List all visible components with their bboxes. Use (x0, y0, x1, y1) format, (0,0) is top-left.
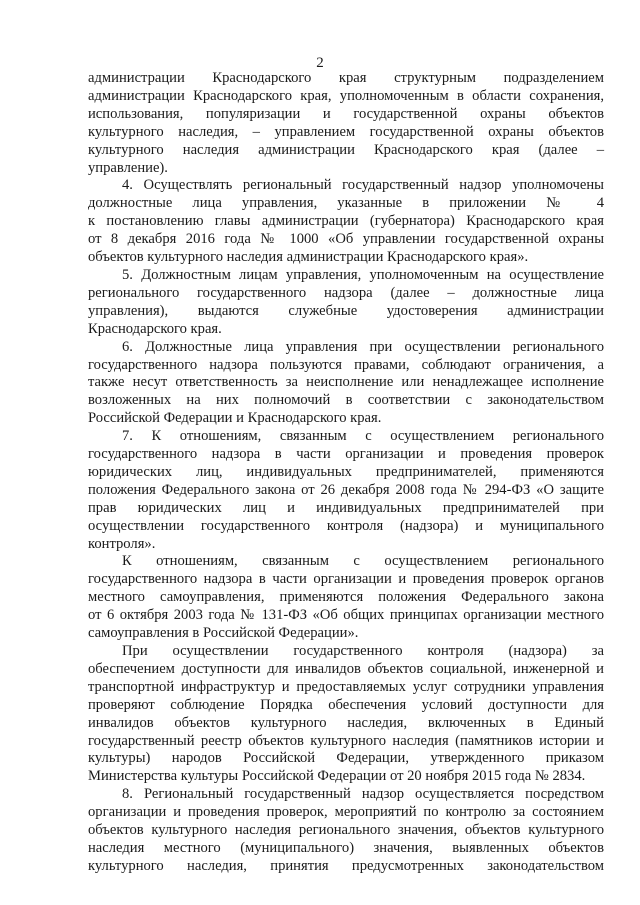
text-line: контроля». (88, 535, 156, 552)
text-line: 8. Региональный государственный надзор осуществляется посредством (122, 786, 604, 803)
text-line: объектов культурного наследия администрации Краснодарского края». (88, 249, 529, 266)
text-line: К отношениям, связанным с осуществлением регионального (122, 553, 604, 570)
text-line: прав юридических лиц и индивидуальных предпринимателей при (88, 499, 604, 516)
text-line: также несут ответственность за неисполнение или ненадлежащее исполнение (88, 374, 604, 391)
text-line: Российской Федерации и Краснодарского края. (88, 410, 382, 427)
text-line: 6. Должностные лица управления при осуществлении регионального (122, 338, 604, 355)
text-line: администрации Краснодарского края, уполномоченным в области сохранения, (88, 87, 604, 104)
text-line: организации и проведения проверок, мероприятий по контролю за состоянием (88, 804, 604, 821)
text-line: управления), выдаются служебные удостоверения администрации (88, 302, 604, 319)
text-line: использования, популяризации и государственной охраны объектов (88, 105, 604, 122)
text-line: государственный реестр объектов культурного наследия (памятников истории и (88, 732, 604, 749)
text-line: возложенных на них полномочий в соответствии с законодательством (88, 392, 604, 409)
text-line: 7. К отношениям, связанным с осуществлением регионального (122, 428, 604, 445)
text-line: регионального государственного надзора (далее – должностные лица (88, 284, 604, 301)
text-line: Министерства культуры Российской Федерации от 20 ноября 2015 года № 2834. (88, 768, 586, 785)
text-line: от 8 декабря 2016 года № 1000 «Об управлении государственной охраны (88, 231, 604, 248)
text-line: государственного надзора в части организации и проведения проверок (88, 446, 604, 463)
text-line: Краснодарского края. (88, 320, 222, 337)
document-body (88, 70, 604, 876)
text-line: При осуществлении государственного контроля (надзора) за (122, 643, 604, 659)
text-line: проверяют соблюдение Порядка обеспечения условий доступности для (88, 696, 604, 713)
text-line: наследия местного (муниципального) значения, выявленных объектов (88, 839, 604, 856)
text-line: культуры) народов Российской Федерации, утвержденного приказом (88, 750, 604, 767)
text-line: местного самоуправления, применяются положения Федерального закона (88, 589, 604, 606)
text-line: государственного надзора в части организации и проведения проверок органов (88, 571, 604, 588)
text-line: объектов культурного наследия регионального значения, объектов культурного (88, 822, 604, 839)
text-line: администрации Краснодарского края структурным подразделением (88, 70, 604, 86)
text-line: 4. Осуществлять региональный государственный надзор уполномочены (122, 177, 604, 194)
text-line: от 6 октября 2003 года № 131-ФЗ «Об общих принципах организации местного (88, 607, 604, 624)
text-line: положения Федерального закона от 26 декабря 2008 года № 294-ФЗ «О защите (88, 481, 604, 498)
text-line: культурного наследия администрации Краснодарского края (далее – (88, 141, 604, 158)
text-line: самоуправления в Российской Федерации». (88, 625, 359, 642)
text-line: инвалидов объектов культурного наследия, включенных в Единый (88, 714, 604, 731)
text-line: обеспечением доступности для инвалидов объектов социальной, инженерной и (88, 660, 604, 677)
page-number: 2 (316, 55, 324, 71)
text-line: 5. Должностным лицам управления, уполномоченным на осуществление (122, 266, 604, 283)
text-line: культурного наследия, – управлением государственной охраны объектов (88, 123, 604, 140)
text-line: культурного наследия, принятия предусмотренных законодательством (88, 857, 604, 874)
text-line: транспортной инфраструктур и предоставляемых услуг сотрудники управления (88, 678, 604, 695)
text-line: юридических лиц, индивидуальных предпринимателей, применяются (88, 463, 604, 480)
text-line: должностные лица управления, указанные в приложении № 4 (88, 195, 604, 212)
text-line: осуществлении государственного контроля (надзора) и муниципального (88, 517, 604, 534)
text-line: управление). (88, 159, 168, 176)
text-line: государственного надзора пользуются правами, соблюдают ограничения, а (88, 356, 604, 373)
text-line: к постановлению главы администрации (губернатора) Краснодарского края (88, 213, 604, 230)
